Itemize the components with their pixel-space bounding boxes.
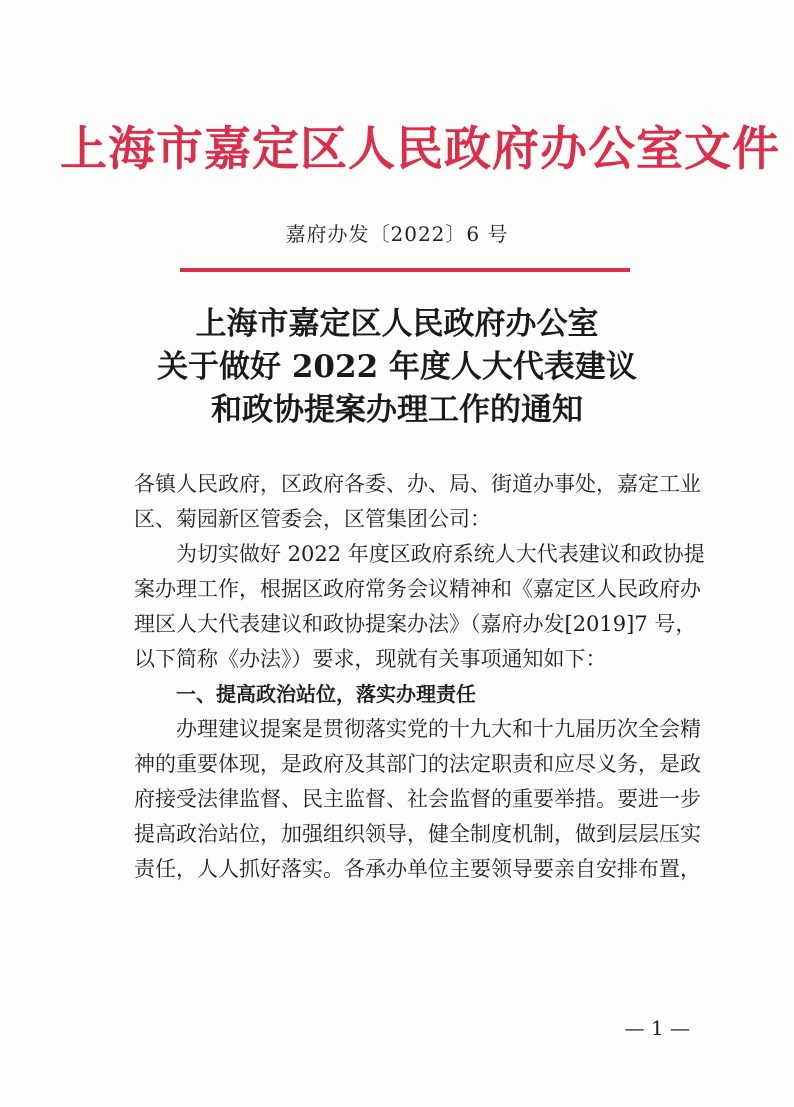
title-line-3: 和政协提案办理工作的通知 (211, 392, 583, 428)
issuer-masthead: 上海市嘉定区人民政府办公室文件 (60, 122, 780, 177)
document-title (0, 303, 794, 432)
title-line-2: 关于做好 2022 年度人大代表建议 (157, 349, 637, 385)
section-heading: 一、提高政治站位，落实办理责任 (176, 682, 476, 706)
intro-paragraph: 为切实做好 2022 年度区政府系统人大代表建议和政协提案办理工作，根据区政府常务会议精神和《嘉定区人民政府办理区人大代表建议和政协提案办法》（嘉府办发[2019]7 号，以下简称《办法》）要求，现就有关事项通知如下： (134, 542, 705, 671)
page-number: — 1 — (624, 1016, 690, 1040)
document-body (134, 467, 714, 887)
recipients-paragraph: 各镇人民政府，区政府各委、办、局、街道办事处，嘉定工业区、菊园新区管委会，区管集团公司： (134, 472, 701, 531)
document-number: 嘉府办发〔2022〕6 号 (285, 222, 509, 246)
title-line-1: 上海市嘉定区人民政府办公室 (195, 306, 599, 342)
section-paragraph: 办理建议提案是贯彻落实党的十九大和十九届历次全会精神的重要体现，是政府及其部门的法定职责和应尽义务，是政府接受法律监督、民主监督、社会监督的重要举措。要进一步提高政治站位，加强组织领导，健全制度机制，做到层层压实责任，人人抓好落实。各承办单位主要领导要亲自安排布置， (134, 717, 701, 881)
red-divider-line (180, 268, 630, 272)
